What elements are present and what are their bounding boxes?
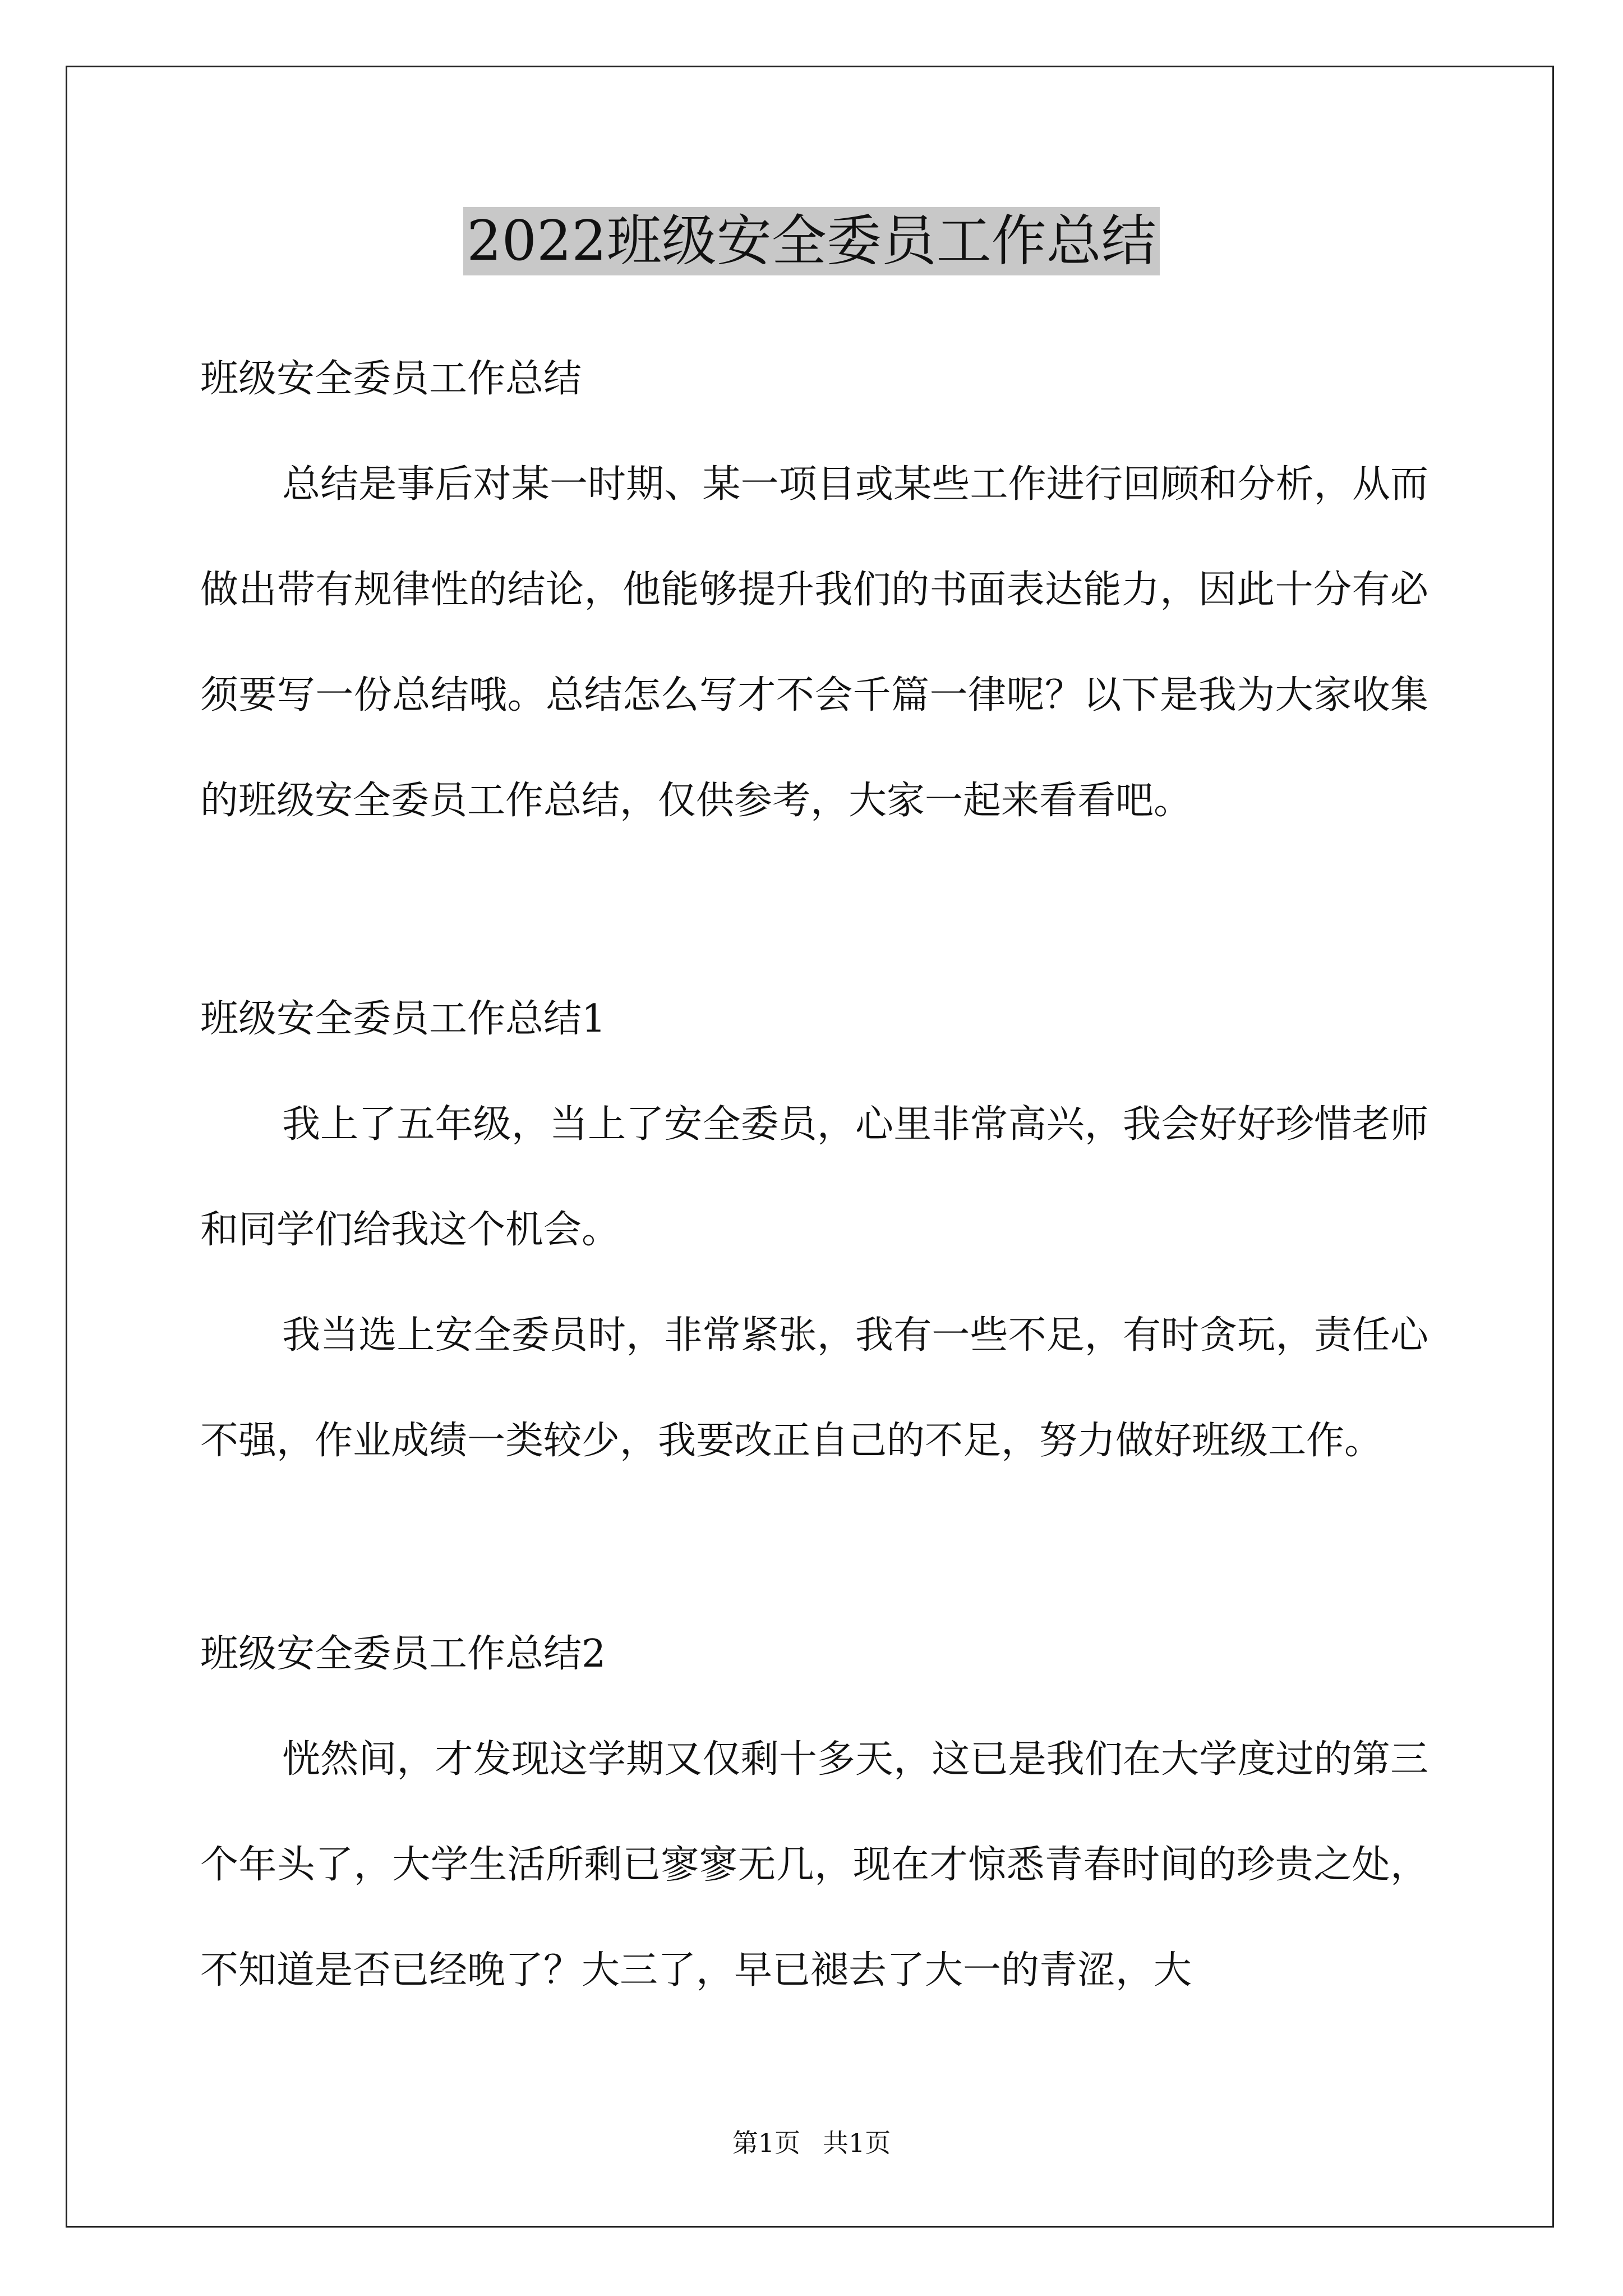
section-1-paragraph-2: 我当选上安全委员时，非常紧张，我有一些不足，有时贪玩，责任心不强，作业成绩一类较少，我要改正自己的不足，努力做好班级工作。 — [200, 1313, 1428, 1463]
section-2-heading: 班级安全委员工作总结2 — [200, 1632, 606, 1676]
intro-paragraph: 总结是事后对某一时期、某一项目或某些工作进行回顾和分析，从而做出带有规律性的结论，他能够提升我们的书面表达能力，因此十分有必须要写一份总结哦。总结怎么写才不会千篇一律呢？以下是我为大家收集的班级安全委员工作总结，仅供参考，大家一起来看看吧。 — [200, 462, 1428, 823]
section-2-paragraph-1: 恍然间，才发现这学期又仅剩十多天，这已是我们在大学度过的第三个年头了，大学生活所剩已寥寥无几，现在才惊悉青春时间的珍贵之处，不知道是否已经晚了？大三了，早已褪去了大一的青涩，大 — [200, 1737, 1428, 1993]
section-1-heading: 班级安全委员工作总结1 — [200, 997, 606, 1041]
footer-total-pages: 共1页 — [823, 2128, 891, 2158]
document-title-text: 2022班级安全委员工作总结 — [463, 207, 1159, 275]
footer-page-number: 第1页 — [732, 2128, 800, 2158]
section-1-paragraph-1: 我上了五年级，当上了安全委员，心里非常高兴，我会好好珍惜老师和同学们给我这个机会。 — [200, 1102, 1428, 1252]
document-subtitle: 班级安全委员工作总结 — [200, 357, 582, 401]
page-footer — [0, 2126, 1623, 2160]
document-title — [0, 208, 1623, 275]
